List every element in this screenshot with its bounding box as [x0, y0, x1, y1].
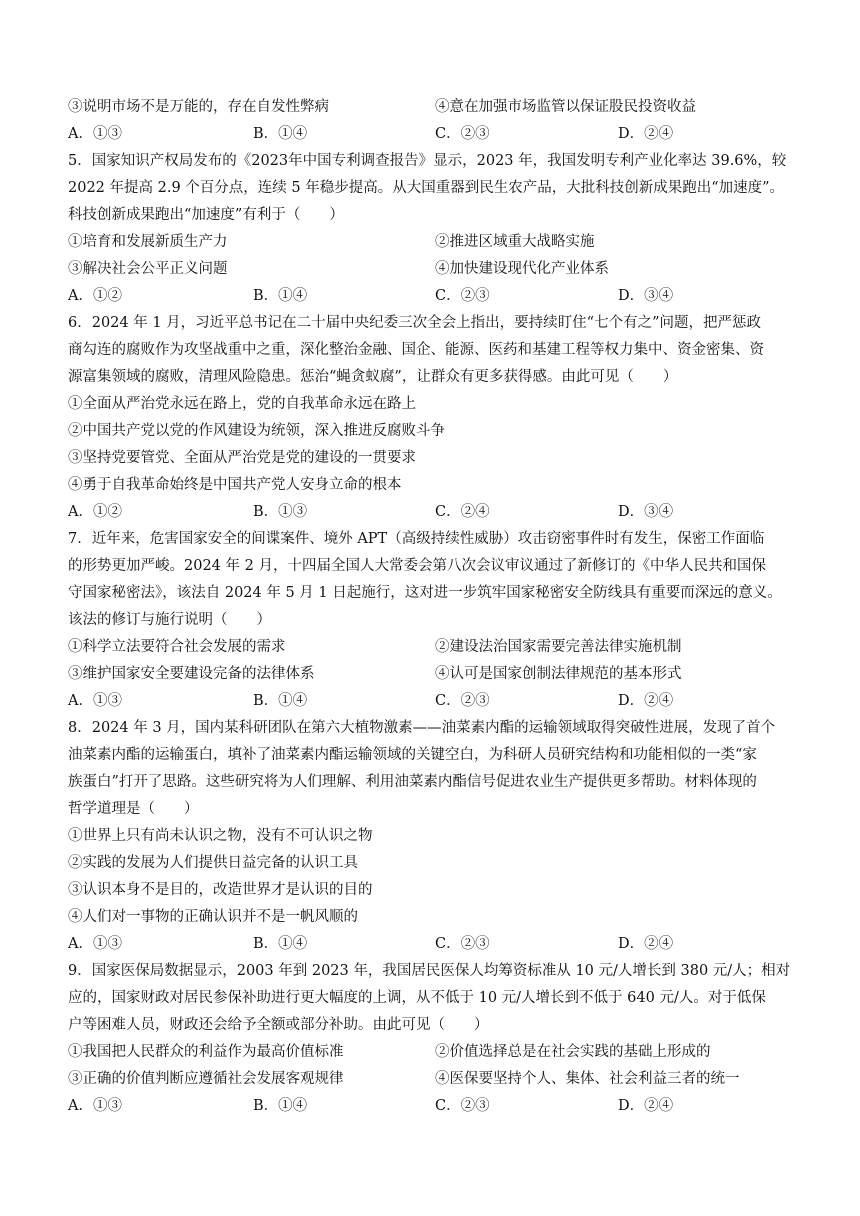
question-5-stem-line: 5．国家知识产权局发布的《2023年中国专利调查报告》显示，2023 年，我国发明专利产业化率达 39.6%，较 [68, 153, 787, 169]
question-9-stem-line: 应的，国家财政对居民参保补助进行更大幅度的上调，从不低于 10 元/人增长到不低于 640 元/人。对于低保 [68, 990, 766, 1006]
question-9-stem-line: 9．国家医保局数据显示，2003 年到 2023 年，我国居民医保人均筹资标准从 10 元/人增长到 380 元/人；相对 [68, 963, 791, 979]
question-6-stem-line: 源富集领域的腐败，清理风险隐患。惩治“蝇贪蚁腐”，让群众有更多获得感。由此可见（ ） [68, 369, 678, 385]
answer-c: C．②④ [435, 504, 490, 520]
option-3: ③维护国家安全要建设完备的法律体系 [68, 666, 315, 682]
option-row [68, 637, 798, 657]
answer-c: C．②③ [435, 288, 490, 304]
option-3: ③解决社会公平正义问题 [68, 261, 228, 277]
answer-d: D．②④ [618, 936, 674, 952]
option-row [68, 97, 798, 117]
answer-c: C．②③ [435, 1098, 490, 1114]
option-row [68, 1042, 798, 1062]
option-3: ③认识本身不是目的，改造世界才是认识的目的 [68, 882, 373, 898]
option-1: ①科学立法要符合社会发展的需求 [68, 639, 286, 655]
question-9-stem-line: 户等困难人员，财政还会给予全额或部分补助。由此可见（ ） [68, 1017, 489, 1033]
answer-d: D．③④ [618, 504, 674, 520]
question-8-stem-line: 油菜素内酯的运输蛋白，填补了油菜素内酯运输领域的关键空白，为科研人员研究结构和功能相似的一类“家 [68, 747, 757, 763]
option-2: ②实践的发展为人们提供日益完备的认识工具 [68, 855, 358, 871]
answer-a: A．①③ [68, 1098, 122, 1114]
option-4: ④医保要坚持个人、集体、社会利益三者的统一 [435, 1071, 740, 1087]
option-1: ①我国把人民群众的利益作为最高价值标准 [68, 1044, 344, 1060]
answer-c: C．②③ [435, 126, 490, 142]
option-row [68, 259, 798, 279]
question-7-stem-line: 该法的修订与施行说明（ ） [68, 612, 271, 628]
answer-c: C．②③ [435, 693, 490, 709]
answer-a: A．①③ [68, 126, 122, 142]
question-5-stem-line: 科技创新成果跑出“加速度”有利于（ ） [68, 207, 344, 223]
answer-d: D．②④ [618, 1098, 674, 1114]
option-row [68, 1069, 798, 1089]
option-3: ③坚持党要管党、全面从严治党是党的建设的一贯要求 [68, 450, 416, 466]
question-8-stem-line: 8．2024 年 3 月，国内某科研团队在第六大植物激素——油菜素内酯的运输领域取得突破性进展，发现了首个 [68, 720, 776, 736]
answer-c: C．②③ [435, 936, 490, 952]
option-4: ④勇于自我革命始终是中国共产党人安身立命的根本 [68, 477, 402, 493]
answer-row [68, 502, 798, 522]
option-4: ④认可是国家创制法律规范的基本形式 [435, 666, 682, 682]
answer-row [68, 1096, 798, 1116]
question-6-stem-line: 商勾连的腐败作为攻坚战重中之重，深化整治金融、国企、能源、医药和基建工程等权力集中、资金密集、资 [68, 342, 764, 358]
answer-a: A．①② [68, 504, 122, 520]
option-1: ①培育和发展新质生产力 [68, 234, 228, 250]
option-4: ④加快建设现代化产业体系 [435, 261, 609, 277]
question-7-stem-line: 的形势更加严峻。2024 年 2 月，十四届全国人大常委会第八次会议审议通过了新修订的《中华人民共和国保 [68, 558, 766, 574]
option-3: ③说明市场不是万能的，存在自发性弊病 [68, 99, 329, 115]
option-1: ①全面从严治党永远在路上，党的自我革命永远在路上 [68, 396, 416, 412]
question-7-stem-line: 7．近年来，危害国家安全的间谍案件、境外 APT（高级持续性威胁）攻击窃密事件时有发生，保密工作面临 [68, 531, 765, 547]
option-2: ②推进区域重大战略实施 [435, 234, 595, 250]
answer-row [68, 934, 798, 954]
answer-b: B．①④ [253, 126, 308, 142]
answer-row [68, 286, 798, 306]
answer-d: D．②④ [618, 126, 674, 142]
answer-b: B．①③ [253, 504, 308, 520]
option-1: ①世界上只有尚未认识之物，没有不可认识之物 [68, 828, 373, 844]
option-2: ②建设法治国家需要完善法律实施机制 [435, 639, 682, 655]
question-7-stem-line: 守国家秘密法》，该法自 2024 年 5 月 1 日起施行，这对进一步筑牢国家秘密安全防线具有重要而深远的意义。 [68, 585, 782, 601]
option-4: ④人们对一事物的正确认识并不是一帆风顺的 [68, 909, 358, 925]
option-row [68, 232, 798, 252]
answer-b: B．①④ [253, 288, 308, 304]
answer-row [68, 691, 798, 711]
option-2: ②价值选择总是在社会实践的基础上形成的 [435, 1044, 711, 1060]
option-4: ④意在加强市场监管以保证股民投资收益 [435, 99, 696, 115]
answer-b: B．①④ [253, 693, 308, 709]
option-3: ③正确的价值判断应遵循社会发展客观规律 [68, 1071, 344, 1087]
answer-a: A．①② [68, 288, 122, 304]
option-2: ②中国共产党以党的作风建设为统领，深入推进反腐败斗争 [68, 423, 445, 439]
answer-a: A．①③ [68, 693, 122, 709]
option-row [68, 664, 798, 684]
answer-d: D．③④ [618, 288, 674, 304]
answer-b: B．①④ [253, 936, 308, 952]
answer-a: A．①③ [68, 936, 122, 952]
answer-d: D．②④ [618, 693, 674, 709]
answer-b: B．①④ [253, 1098, 308, 1114]
question-6-stem-line: 6．2024 年 1 月，习近平总书记在二十届中央纪委三次全会上指出，要持续盯住“七个有之”问题，把严惩政 [68, 315, 762, 331]
question-8-stem-line: 哲学道理是（ ） [68, 801, 199, 817]
question-8-stem-line: 族蛋白”打开了思路。这些研究将为人们理解、利用油菜素内酯信号促进农业生产提供更多帮助。材料体现的 [68, 774, 757, 790]
question-5-stem-line: 2022 年提高 2.9 个百分点，连续 5 年稳步提高。从大国重器到民生农产品，大批科技创新成果跑出“加速度”。 [68, 180, 785, 196]
answer-row [68, 124, 798, 144]
